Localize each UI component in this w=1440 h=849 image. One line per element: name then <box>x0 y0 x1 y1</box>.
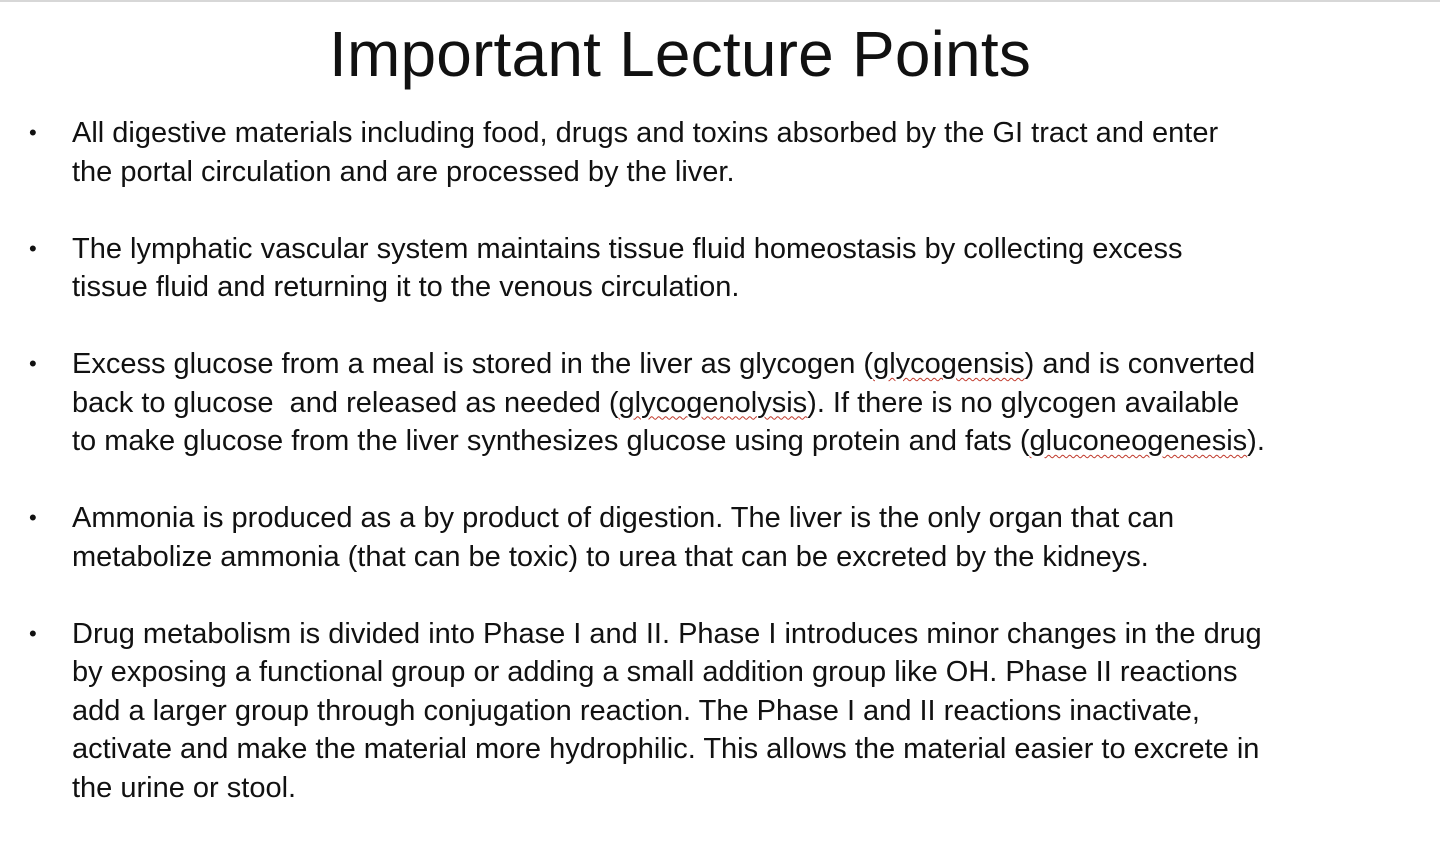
bullet-item-ammonia <box>0 499 1440 576</box>
bullet-text-line: Ammonia is produced as a by product of digestion. The liver is the only organ that can <box>72 502 1175 534</box>
bullet-icon: • <box>29 120 37 145</box>
bullet-text-line: the portal circulation and are processed by the liver. <box>72 155 735 188</box>
bullet-item-portal-circulation <box>0 114 1440 191</box>
bullet-text-line <box>72 345 1400 384</box>
bullet-text-line: the urine or stool. <box>72 771 297 804</box>
term-gluconeogenesis: gluconeogenesis <box>1029 425 1248 457</box>
bullet-text-line <box>72 422 1400 461</box>
bullet-text-line: add a larger group through conjugation reaction. The Phase I and II reactions inactivate, <box>72 694 1200 727</box>
bullet-list <box>0 114 1440 846</box>
text-segment: ). If there is no glycogen available <box>807 386 1240 419</box>
bullet-item-lymphatic-system <box>0 230 1440 307</box>
bullet-text-line: Drug metabolism is divided into Phase I and II. Phase I introduces minor changes in the drug <box>72 617 1262 650</box>
slide-title: Important Lecture Points <box>328 18 1032 90</box>
bullet-text-line: The lymphatic vascular system maintains tissue fluid homeostasis by collecting excess <box>72 232 1183 265</box>
text-segment: ) and is converted <box>1024 348 1256 380</box>
bullet-text-line: activate and make the material more hydrophilic. This allows the material easier to excrete in <box>72 733 1260 765</box>
bullet-item-drug-metabolism <box>0 615 1440 808</box>
bullet-text-line: by exposing a functional group or adding a small addition group like OH. Phase II reactions <box>72 656 1238 688</box>
term-glycogenolysis: glycogenolysis <box>618 386 808 419</box>
top-border <box>0 0 1440 2</box>
bullet-text-line: tissue fluid and returning it to the venous circulation. <box>72 271 740 303</box>
text-segment: back to glucose and released as needed ( <box>72 386 619 419</box>
bullet-item-glucose-storage <box>0 345 1440 461</box>
text-segment: Excess glucose from a meal is stored in the liver as glycogen ( <box>72 348 874 380</box>
term-glycogensis: glycogensis <box>873 348 1025 380</box>
bullet-icon: • <box>29 620 37 646</box>
text-segment: to make glucose from the liver synthesizes glucose using protein and fats ( <box>72 425 1030 457</box>
bullet-text-line <box>72 384 1400 423</box>
bullet-text-line: All digestive materials including food, drugs and toxins absorbed by the GI tract and enter <box>72 117 1219 149</box>
bullet-text-line: metabolize ammonia (that can be toxic) to urea that can be excreted by the kidneys. <box>72 540 1149 573</box>
bullet-icon: • <box>29 505 37 530</box>
bullet-icon: • <box>29 235 37 261</box>
bullet-icon: • <box>29 351 37 376</box>
text-segment: ). <box>1247 425 1265 457</box>
